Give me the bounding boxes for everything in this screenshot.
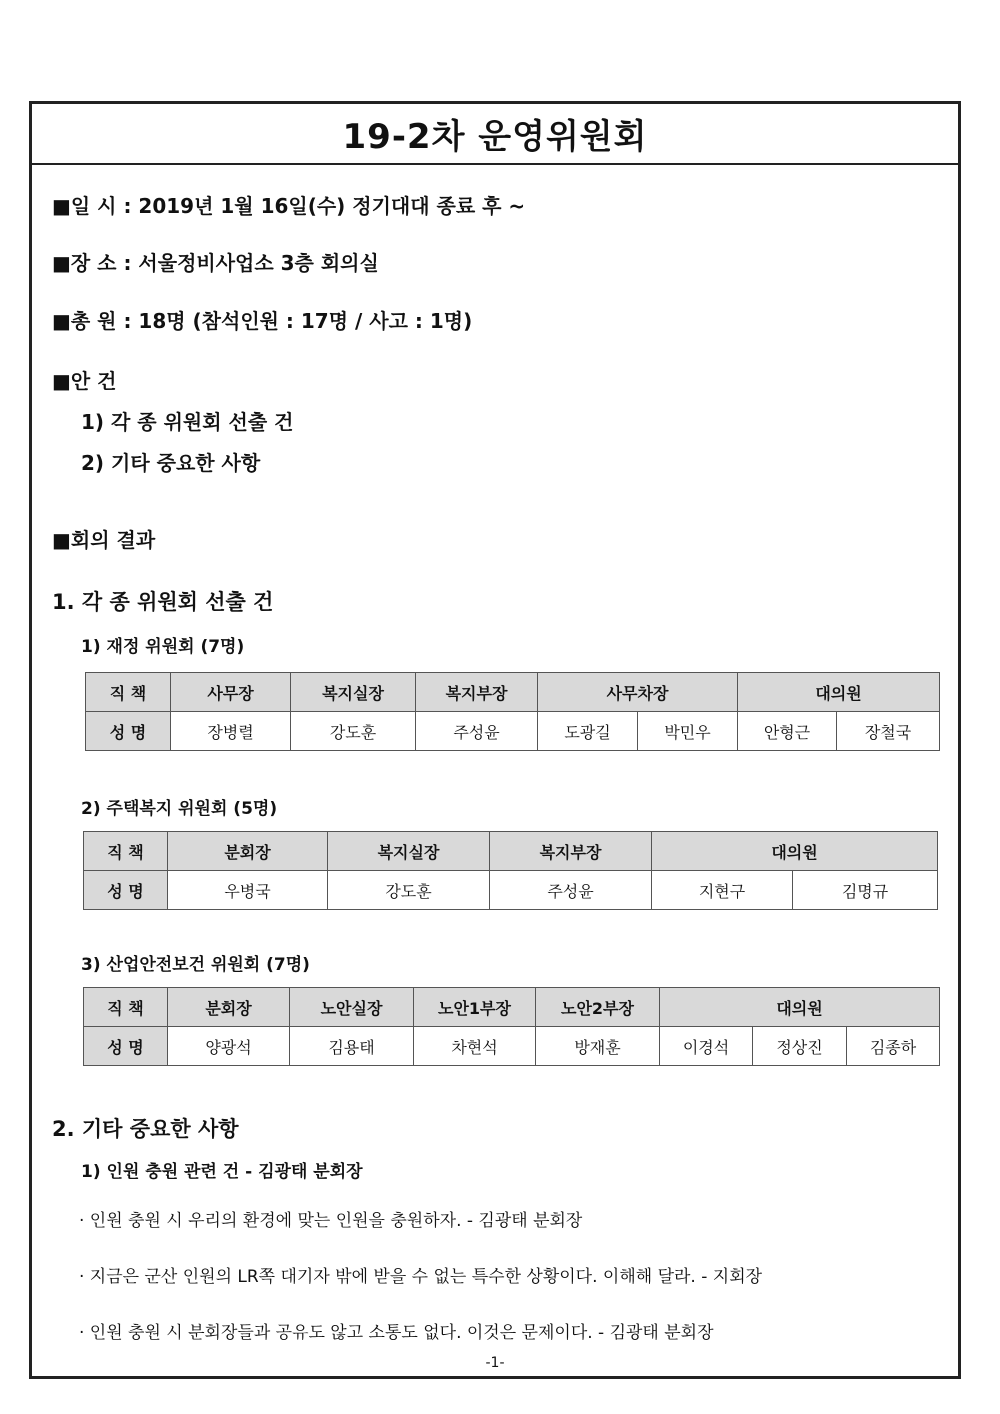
committee-1-table	[85, 672, 940, 751]
committee-3-table	[83, 987, 940, 1066]
role-cell: 대의원	[652, 832, 938, 871]
role-cell: 분회장	[168, 832, 328, 871]
role-row	[86, 673, 940, 712]
name-cell: 박민우	[638, 712, 738, 751]
document-title: 19-2차 운영위원회	[342, 117, 648, 157]
committee-1-heading: 1) 재정 위원회 (7명)	[81, 637, 245, 657]
name-cell: 우병국	[168, 871, 328, 910]
note-item: · 인원 충원 시 우리의 환경에 맞는 인원을 충원하자. - 김광태 분회장	[79, 1211, 583, 1231]
role-row	[84, 988, 940, 1027]
committee-3-heading: 3) 산업안전보건 위원회 (7명)	[81, 955, 310, 975]
page-number: -1-	[485, 1355, 505, 1371]
name-cell: 김용태	[290, 1027, 414, 1066]
name-cell: 양광석	[168, 1027, 290, 1066]
row-label: 직 책	[84, 988, 168, 1027]
name-row	[84, 871, 938, 910]
name-cell: 안형근	[738, 712, 837, 751]
name-cell: 정상진	[753, 1027, 847, 1066]
role-cell: 사무차장	[538, 673, 738, 712]
meeting-members: ■총 원 : 18명 (참석인원 : 17명 / 사고 : 1명)	[52, 309, 473, 333]
name-cell: 김종하	[847, 1027, 940, 1066]
role-cell: 복지실장	[328, 832, 490, 871]
agenda-heading: ■안 건	[52, 369, 117, 393]
row-label: 성 명	[86, 712, 171, 751]
name-cell: 김명규	[793, 871, 938, 910]
name-cell: 강도훈	[328, 871, 490, 910]
name-cell: 지현구	[652, 871, 793, 910]
note-item: · 인원 충원 시 분회장들과 공유도 않고 소통도 없다. 이것은 문제이다. - 김광태 분회장	[79, 1323, 714, 1343]
name-cell: 장철국	[837, 712, 940, 751]
name-cell: 방재훈	[536, 1027, 660, 1066]
agenda-item-2: 2) 기타 중요한 사항	[81, 451, 261, 475]
section2-heading: 2. 기타 중요한 사항	[52, 1117, 239, 1141]
row-label: 직 책	[86, 673, 171, 712]
role-cell: 사무장	[171, 673, 291, 712]
committee-2-table	[83, 831, 938, 910]
document-frame	[29, 101, 961, 1379]
role-cell: 복지부장	[416, 673, 538, 712]
name-row	[86, 712, 940, 751]
committee-2-heading: 2) 주택복지 위원회 (5명)	[81, 799, 278, 819]
section2-sub-heading: 1) 인원 충원 관련 건 - 김광태 분회장	[81, 1162, 363, 1182]
role-cell: 분회장	[168, 988, 290, 1027]
name-cell: 주성윤	[416, 712, 538, 751]
role-cell: 노안2부장	[536, 988, 660, 1027]
row-label: 성 명	[84, 871, 168, 910]
name-cell: 주성윤	[490, 871, 652, 910]
name-cell: 장병렬	[171, 712, 291, 751]
role-cell: 복지부장	[490, 832, 652, 871]
name-row	[84, 1027, 940, 1066]
role-row	[84, 832, 938, 871]
name-cell: 이경석	[660, 1027, 753, 1066]
role-cell: 노안1부장	[414, 988, 536, 1027]
name-cell: 차현석	[414, 1027, 536, 1066]
row-label: 직 책	[84, 832, 168, 871]
row-label: 성 명	[84, 1027, 168, 1066]
note-item: · 지금은 군산 인원의 LR쪽 대기자 밖에 받을 수 없는 특수한 상황이다. 이해해 달라. - 지회장	[79, 1267, 763, 1287]
name-cell: 도광길	[538, 712, 638, 751]
role-cell: 복지실장	[291, 673, 416, 712]
title-bar	[32, 104, 958, 165]
meeting-datetime: ■일 시 : 2019년 1월 16일(수) 정기대대 종료 후 ~	[52, 194, 526, 218]
meeting-place: ■장 소 : 서울정비사업소 3층 회의실	[52, 251, 379, 275]
name-cell: 강도훈	[291, 712, 416, 751]
role-cell: 대의원	[660, 988, 940, 1027]
section1-heading: 1. 각 종 위원회 선출 건	[52, 590, 274, 614]
role-cell: 대의원	[738, 673, 940, 712]
agenda-item-1: 1) 각 종 위원회 선출 건	[81, 410, 294, 434]
results-heading: ■회의 결과	[52, 528, 156, 552]
role-cell: 노안실장	[290, 988, 414, 1027]
